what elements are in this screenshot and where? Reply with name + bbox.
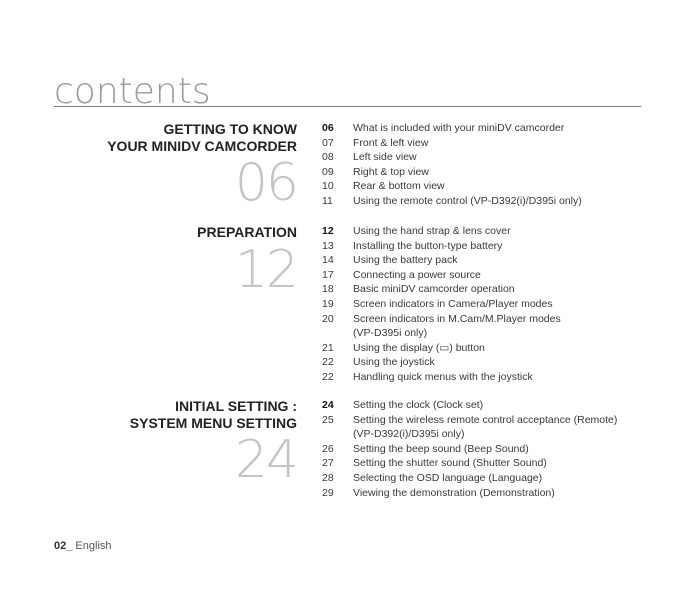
toc-entry[interactable]: [322, 486, 642, 501]
toc-entry[interactable]: [322, 282, 642, 297]
toc-entry-text: (VP-D392(i)/D395i only): [353, 428, 465, 441]
toc-entry-page: 24: [322, 399, 334, 411]
section-start-page-number: 12: [234, 239, 297, 300]
section-heading-line: INITIAL SETTING :: [175, 398, 297, 414]
section-heading-line: YOUR MINIDV CAMCORDER: [107, 137, 297, 154]
footer-language: English: [75, 540, 112, 552]
section-heading-block: [60, 121, 297, 213]
toc-entry[interactable]: [322, 312, 642, 327]
toc-entry-list: [322, 121, 642, 209]
section-heading-line: SYSTEM MENU SETTING: [129, 414, 297, 431]
toc-entry-page: 29: [322, 486, 334, 499]
toc-entry-page: 21: [322, 341, 334, 354]
toc-entry-page: 06: [322, 122, 334, 134]
toc-entry-page: 20: [322, 312, 334, 325]
toc-entry-text: Setting the beep sound (Beep Sound): [353, 442, 529, 455]
section-heading-block: [60, 224, 297, 300]
toc-entry-text: Using the remote control (VP-D392(i)/D395i only): [353, 194, 582, 207]
section-start-page-number: 06: [234, 153, 297, 213]
toc-entry-text: Rear & bottom view: [353, 180, 445, 193]
toc-entry[interactable]: [322, 194, 642, 209]
toc-entry[interactable]: [322, 370, 642, 385]
toc-entry[interactable]: [322, 297, 642, 312]
toc-entry[interactable]: [322, 239, 642, 254]
toc-entry-text: Setting the clock (Clock set): [353, 399, 484, 411]
toc-entry[interactable]: [322, 355, 642, 370]
page-title: contents: [54, 71, 211, 112]
toc-entry-text: Screen indicators in Camera/Player modes: [353, 297, 553, 310]
toc-entry-text: Viewing the demonstration (Demonstration): [353, 486, 555, 499]
toc-entry-text: Using the hand strap & lens cover: [353, 225, 511, 237]
toc-entry-text: Using the battery pack: [353, 254, 458, 267]
toc-entry[interactable]: [322, 136, 642, 151]
toc-entry[interactable]: [322, 442, 642, 457]
toc-entry-page: 18: [322, 283, 334, 296]
toc-entry-page: 17: [322, 268, 334, 281]
toc-entry-text: Right & top view: [353, 165, 429, 178]
title-divider: [54, 106, 641, 107]
toc-entry-page: 26: [322, 442, 334, 455]
toc-entry[interactable]: [322, 413, 642, 428]
toc-entry-text: Basic miniDV camcorder operation: [353, 283, 515, 296]
footer-page-number: 02_: [54, 540, 73, 552]
toc-entry-list: [322, 224, 642, 385]
toc-entry-page: 27: [322, 457, 334, 470]
toc-entry[interactable]: [322, 224, 642, 239]
toc-entry-page: 07: [322, 136, 334, 149]
toc-entry-page: 19: [322, 297, 334, 310]
toc-entry-text: Left side view: [353, 151, 417, 164]
toc-entry-page: 09: [322, 165, 334, 178]
toc-entry-page: 10: [322, 180, 334, 193]
toc-entry-continuation: [322, 427, 642, 442]
toc-entry[interactable]: [322, 341, 642, 356]
section-heading-block: [60, 398, 297, 490]
toc-entry-text: Using the joystick: [353, 356, 435, 369]
toc-entry-text: Connecting a power source: [353, 268, 481, 281]
section-heading-line: PREPARATION: [197, 224, 297, 240]
toc-entry[interactable]: [322, 121, 642, 136]
toc-entry[interactable]: [322, 179, 642, 194]
toc-entry-page: 12: [322, 225, 334, 237]
toc-entry-page: 22: [322, 370, 334, 383]
toc-entry[interactable]: [322, 150, 642, 165]
page-footer: [54, 540, 112, 552]
toc-entry-page: 22: [322, 356, 334, 369]
toc-entry-text: Setting the wireless remote control acceptance (Remote): [353, 413, 618, 426]
toc-entry[interactable]: [322, 456, 642, 471]
section-start-page-number: 24: [234, 430, 297, 490]
toc-entry-text: Installing the button-type battery: [353, 239, 503, 252]
toc-entry[interactable]: [322, 165, 642, 180]
toc-entry-page: 11: [322, 194, 333, 207]
toc-entry-text: Front & left view: [353, 136, 429, 149]
toc-entry-page: 08: [322, 151, 334, 164]
toc-entry-text: Handling quick menus with the joystick: [353, 370, 533, 383]
toc-entry-text: Setting the shutter sound (Shutter Sound): [353, 457, 547, 470]
toc-entry[interactable]: [322, 398, 642, 413]
toc-entry-page: 25: [322, 413, 334, 426]
toc-entry-page: 28: [322, 471, 334, 484]
toc-entry-page: 13: [322, 239, 334, 252]
toc-entry-page: 14: [322, 254, 334, 267]
toc-entry-text: Screen indicators in M.Cam/M.Player modes: [353, 312, 561, 325]
toc-entry[interactable]: [322, 471, 642, 486]
toc-entry-text: Using the display (▭) button: [353, 341, 485, 354]
toc-entry[interactable]: [322, 253, 642, 268]
section-heading-line: GETTING TO KNOW: [163, 121, 297, 137]
toc-entry-text: (VP-D395i only): [353, 327, 428, 340]
toc-entry[interactable]: [322, 268, 642, 283]
toc-entry-continuation: [322, 326, 642, 341]
toc-entry-text: What is included with your miniDV camcorder: [353, 122, 565, 134]
toc-entry-text: Selecting the OSD language (Language): [353, 471, 543, 484]
toc-entry-list: [322, 398, 642, 500]
